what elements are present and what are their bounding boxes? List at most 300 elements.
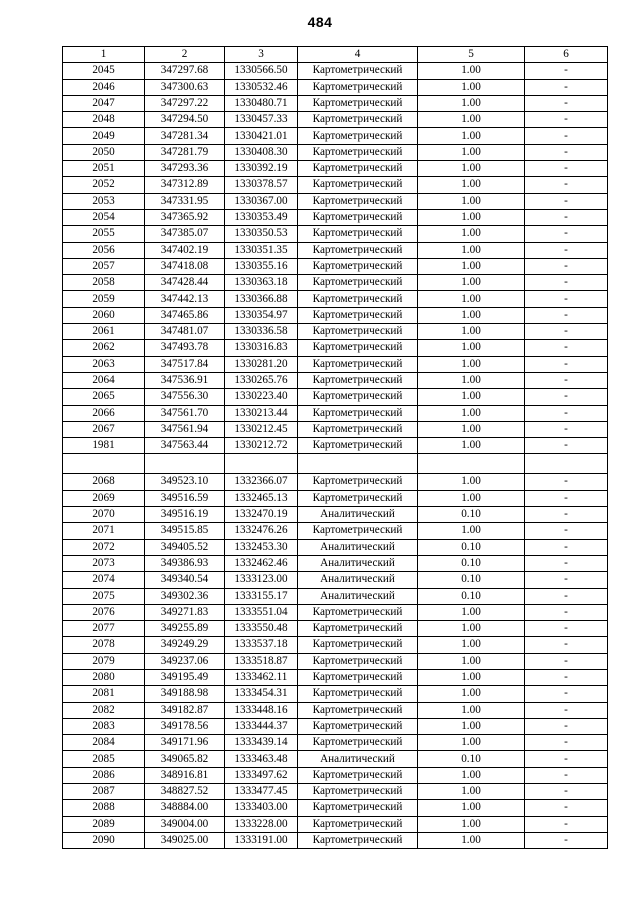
- table-cell: 349188.98: [145, 686, 225, 702]
- table-cell: 1330212.72: [225, 438, 298, 454]
- table-cell: 1333228.00: [225, 816, 298, 832]
- table-cell: 2078: [63, 637, 145, 653]
- table-cell: -: [525, 816, 608, 832]
- table-cell: -: [525, 307, 608, 323]
- table-cell: 1330265.76: [225, 372, 298, 388]
- table-cell: 1.00: [418, 209, 525, 225]
- table-cell: 1332366.07: [225, 474, 298, 490]
- table-cell: 1.00: [418, 177, 525, 193]
- table-cell: Картометрический: [298, 702, 418, 718]
- table-cell: Картометрический: [298, 144, 418, 160]
- table-cell: Аналитический: [298, 555, 418, 571]
- table-cell: 2049: [63, 128, 145, 144]
- table-header-row: [63, 47, 608, 63]
- table-cell: 1.00: [418, 242, 525, 258]
- table-cell: Картометрический: [298, 209, 418, 225]
- table-cell: 1.00: [418, 79, 525, 95]
- table-cell: Картометрический: [298, 389, 418, 405]
- table-cell: 1.00: [418, 621, 525, 637]
- table-cell: 2075: [63, 588, 145, 604]
- table-cell: 2064: [63, 372, 145, 388]
- table-row: [63, 686, 608, 702]
- table-cell: 1330355.16: [225, 258, 298, 274]
- table-cell: Картометрический: [298, 258, 418, 274]
- table-cell: 349515.85: [145, 523, 225, 539]
- table-cell: -: [525, 95, 608, 111]
- table-cell: 349195.49: [145, 669, 225, 685]
- table-cell: -: [525, 389, 608, 405]
- table-cell: 2055: [63, 226, 145, 242]
- table-row: [63, 226, 608, 242]
- table-cell: 2073: [63, 555, 145, 571]
- table-cell: -: [525, 438, 608, 454]
- table-cell: Картометрический: [298, 816, 418, 832]
- table-cell: 2087: [63, 784, 145, 800]
- table-cell: Картометрический: [298, 242, 418, 258]
- table-cell: 1.00: [418, 718, 525, 734]
- table-cell: -: [525, 372, 608, 388]
- table-cell: 1333462.11: [225, 669, 298, 685]
- table-cell: 347402.19: [145, 242, 225, 258]
- table-cell: 347561.94: [145, 421, 225, 437]
- table-cell: 2045: [63, 63, 145, 79]
- table-row: [63, 63, 608, 79]
- table-cell: 1330281.20: [225, 356, 298, 372]
- table-cell: Картометрический: [298, 226, 418, 242]
- table-cell: 1.00: [418, 258, 525, 274]
- table-cell: -: [525, 686, 608, 702]
- table-cell: 349065.82: [145, 751, 225, 767]
- table-cell: Аналитический: [298, 751, 418, 767]
- table-cell: 1330366.88: [225, 291, 298, 307]
- table-cell: 2060: [63, 307, 145, 323]
- table-cell: -: [525, 258, 608, 274]
- table-cell: -: [525, 523, 608, 539]
- table-cell: -: [525, 340, 608, 356]
- column-header: 2: [145, 47, 225, 63]
- table-cell: 2082: [63, 702, 145, 718]
- table-cell: 1.00: [418, 686, 525, 702]
- table-cell: 2067: [63, 421, 145, 437]
- table-cell: 1.00: [418, 291, 525, 307]
- column-header: 4: [298, 47, 418, 63]
- table-cell: Картометрический: [298, 832, 418, 848]
- table-cell: 349516.19: [145, 507, 225, 523]
- column-header: 1: [63, 47, 145, 63]
- table-cell: 347442.13: [145, 291, 225, 307]
- table-row: [63, 405, 608, 421]
- table-cell: 1330367.00: [225, 193, 298, 209]
- table-cell: Картометрический: [298, 79, 418, 95]
- table-cell: 2056: [63, 242, 145, 258]
- table-cell: [63, 454, 145, 474]
- column-header: 3: [225, 47, 298, 63]
- table-cell: 347365.92: [145, 209, 225, 225]
- table-cell: 1330480.71: [225, 95, 298, 111]
- table-cell: -: [525, 800, 608, 816]
- table-cell: 1.00: [418, 784, 525, 800]
- table-cell: 0.10: [418, 588, 525, 604]
- table-row: [63, 95, 608, 111]
- table-cell: 2051: [63, 161, 145, 177]
- table-cell: Картометрический: [298, 800, 418, 816]
- table-cell: -: [525, 832, 608, 848]
- table-cell: 1.00: [418, 63, 525, 79]
- table-row: [63, 421, 608, 437]
- table-cell: 2090: [63, 832, 145, 848]
- table-cell: Картометрический: [298, 735, 418, 751]
- table-cell: 2059: [63, 291, 145, 307]
- table-cell: -: [525, 490, 608, 506]
- coordinates-table: [62, 46, 608, 849]
- table-row: [63, 604, 608, 620]
- table-cell: 1981: [63, 438, 145, 454]
- table-cell: 1.00: [418, 669, 525, 685]
- table-cell: -: [525, 637, 608, 653]
- table-body: [63, 63, 608, 849]
- table-cell: 1.00: [418, 637, 525, 653]
- table-cell: 1330457.33: [225, 112, 298, 128]
- table-cell: 1.00: [418, 405, 525, 421]
- table-row: [63, 718, 608, 734]
- table-cell: 1.00: [418, 372, 525, 388]
- table-cell: 1.00: [418, 128, 525, 144]
- table-cell: Картометрический: [298, 372, 418, 388]
- table-cell: 347517.84: [145, 356, 225, 372]
- table-row: [63, 653, 608, 669]
- table-row: [63, 474, 608, 490]
- table-cell: -: [525, 177, 608, 193]
- table-cell: 1330408.30: [225, 144, 298, 160]
- table-cell: 349249.29: [145, 637, 225, 653]
- table-cell: Картометрический: [298, 112, 418, 128]
- table-row: [63, 275, 608, 291]
- table-cell: 2086: [63, 767, 145, 783]
- table-cell: -: [525, 507, 608, 523]
- table-row: [63, 372, 608, 388]
- table-cell: 1333403.00: [225, 800, 298, 816]
- table-cell: 349025.00: [145, 832, 225, 848]
- table-cell: Картометрический: [298, 421, 418, 437]
- table-cell: -: [525, 209, 608, 225]
- table-cell: 347493.78: [145, 340, 225, 356]
- table-cell: 1.00: [418, 307, 525, 323]
- table-row: [63, 291, 608, 307]
- table-cell: 2066: [63, 405, 145, 421]
- table-cell: -: [525, 555, 608, 571]
- table-cell: 1330351.35: [225, 242, 298, 258]
- table-row: [63, 816, 608, 832]
- table-cell: Картометрический: [298, 523, 418, 539]
- table-cell: Картометрический: [298, 177, 418, 193]
- table-cell: 1333537.18: [225, 637, 298, 653]
- table-cell: 1.00: [418, 523, 525, 539]
- table-cell: 1.00: [418, 490, 525, 506]
- table-row: [63, 523, 608, 539]
- table-row: [63, 621, 608, 637]
- table-cell: 349340.54: [145, 572, 225, 588]
- table-cell: 2047: [63, 95, 145, 111]
- table-cell: 2058: [63, 275, 145, 291]
- table-cell: 1.00: [418, 735, 525, 751]
- table-cell: 349386.93: [145, 555, 225, 571]
- table-cell: [225, 454, 298, 474]
- table-cell: Картометрический: [298, 621, 418, 637]
- table-cell: 347481.07: [145, 324, 225, 340]
- table-cell: Картометрический: [298, 356, 418, 372]
- table-cell: Аналитический: [298, 539, 418, 555]
- table-row: [63, 258, 608, 274]
- table-cell: 1330532.46: [225, 79, 298, 95]
- table-cell: 1.00: [418, 275, 525, 291]
- table-cell: Картометрический: [298, 275, 418, 291]
- table-cell: 1.00: [418, 340, 525, 356]
- table-cell: 1333448.16: [225, 702, 298, 718]
- table-row: [63, 128, 608, 144]
- table-cell: Картометрический: [298, 95, 418, 111]
- table-cell: 1330350.53: [225, 226, 298, 242]
- table-cell: -: [525, 718, 608, 734]
- table-cell: -: [525, 604, 608, 620]
- table-cell: Картометрический: [298, 474, 418, 490]
- table-cell: 2069: [63, 490, 145, 506]
- table-row: [63, 637, 608, 653]
- table-cell: 347556.30: [145, 389, 225, 405]
- table-row: [63, 490, 608, 506]
- table-row: [63, 177, 608, 193]
- table-cell: 2070: [63, 507, 145, 523]
- table-cell: 2068: [63, 474, 145, 490]
- table-cell: -: [525, 767, 608, 783]
- table-cell: -: [525, 144, 608, 160]
- table-cell: 1333439.14: [225, 735, 298, 751]
- table-row: [63, 507, 608, 523]
- table-cell: 1.00: [418, 438, 525, 454]
- table-row: [63, 800, 608, 816]
- table-cell: 347294.50: [145, 112, 225, 128]
- table-cell: 2085: [63, 751, 145, 767]
- table-row: [63, 832, 608, 848]
- table-cell: Картометрический: [298, 490, 418, 506]
- table-cell: 1332453.30: [225, 539, 298, 555]
- table-cell: -: [525, 735, 608, 751]
- table-cell: -: [525, 751, 608, 767]
- table-cell: 347385.07: [145, 226, 225, 242]
- table-cell: 1330392.19: [225, 161, 298, 177]
- table-row: [63, 324, 608, 340]
- table-row: [63, 767, 608, 783]
- table-cell: 2057: [63, 258, 145, 274]
- table-cell: 1330566.50: [225, 63, 298, 79]
- table-cell: [418, 454, 525, 474]
- table-cell: 2048: [63, 112, 145, 128]
- table-cell: 1333123.00: [225, 572, 298, 588]
- table-cell: 1.00: [418, 161, 525, 177]
- table-cell: 2077: [63, 621, 145, 637]
- table-cell: 1.00: [418, 702, 525, 718]
- table-cell: Картометрический: [298, 193, 418, 209]
- table-cell: 1333550.48: [225, 621, 298, 637]
- table-cell: Картометрический: [298, 161, 418, 177]
- table-cell: -: [525, 291, 608, 307]
- table-cell: -: [525, 356, 608, 372]
- table-cell: Картометрический: [298, 686, 418, 702]
- table-row: [63, 572, 608, 588]
- table-cell: 2076: [63, 604, 145, 620]
- table-row: [63, 735, 608, 751]
- table-cell: 1.00: [418, 474, 525, 490]
- table-cell: 349237.06: [145, 653, 225, 669]
- table-cell: Картометрический: [298, 291, 418, 307]
- table-row: [63, 588, 608, 604]
- table-cell: 1.00: [418, 816, 525, 832]
- table-cell: 349516.59: [145, 490, 225, 506]
- table-cell: 1.00: [418, 193, 525, 209]
- table-cell: -: [525, 588, 608, 604]
- table-cell: 1332470.19: [225, 507, 298, 523]
- table-cell: -: [525, 539, 608, 555]
- table-cell: -: [525, 161, 608, 177]
- table-cell: 1332462.46: [225, 555, 298, 571]
- table-cell: 348916.81: [145, 767, 225, 783]
- table-cell: 2083: [63, 718, 145, 734]
- table-row: [63, 112, 608, 128]
- table-cell: 2071: [63, 523, 145, 539]
- table-cell: Аналитический: [298, 507, 418, 523]
- table-cell: 349523.10: [145, 474, 225, 490]
- table-cell: 1330213.44: [225, 405, 298, 421]
- table-row: [63, 242, 608, 258]
- table-row: [63, 389, 608, 405]
- table-cell: 0.10: [418, 507, 525, 523]
- table-cell: 0.10: [418, 555, 525, 571]
- table-cell: 1333463.48: [225, 751, 298, 767]
- table-row: [63, 307, 608, 323]
- table-cell: 2065: [63, 389, 145, 405]
- table-cell: 1330421.01: [225, 128, 298, 144]
- table-cell: 1.00: [418, 112, 525, 128]
- table-cell: -: [525, 621, 608, 637]
- table-cell: 0.10: [418, 751, 525, 767]
- table-cell: 2054: [63, 209, 145, 225]
- table-row: [63, 209, 608, 225]
- table-cell: 347297.22: [145, 95, 225, 111]
- table-cell: 1330354.97: [225, 307, 298, 323]
- table-cell: -: [525, 421, 608, 437]
- table-cell: 2046: [63, 79, 145, 95]
- table-cell: 1333518.87: [225, 653, 298, 669]
- table-cell: 2080: [63, 669, 145, 685]
- table-cell: 2079: [63, 653, 145, 669]
- table-cell: 347536.91: [145, 372, 225, 388]
- table-cell: 1330363.18: [225, 275, 298, 291]
- table-cell: -: [525, 669, 608, 685]
- table-cell: 347300.63: [145, 79, 225, 95]
- table-cell: 349182.87: [145, 702, 225, 718]
- table-cell: 347281.79: [145, 144, 225, 160]
- table-cell: 347281.34: [145, 128, 225, 144]
- table-cell: 0.10: [418, 572, 525, 588]
- table-cell: -: [525, 405, 608, 421]
- table-cell: Аналитический: [298, 588, 418, 604]
- table-cell: -: [525, 128, 608, 144]
- table-cell: 1330223.40: [225, 389, 298, 405]
- table-cell: 1.00: [418, 226, 525, 242]
- table-cell: -: [525, 193, 608, 209]
- table-cell: 2074: [63, 572, 145, 588]
- table-cell: 347312.89: [145, 177, 225, 193]
- table-cell: 1333454.31: [225, 686, 298, 702]
- table-row: [63, 454, 608, 474]
- table-row: [63, 340, 608, 356]
- table-cell: 2084: [63, 735, 145, 751]
- table-cell: 349171.96: [145, 735, 225, 751]
- table-cell: Аналитический: [298, 572, 418, 588]
- table-cell: 1333444.37: [225, 718, 298, 734]
- table-cell: -: [525, 242, 608, 258]
- table-cell: Картометрический: [298, 340, 418, 356]
- table-cell: Картометрический: [298, 128, 418, 144]
- table-cell: 1330336.58: [225, 324, 298, 340]
- table-cell: 347418.08: [145, 258, 225, 274]
- table-cell: Картометрический: [298, 307, 418, 323]
- table-cell: 1.00: [418, 356, 525, 372]
- table-cell: 1.00: [418, 767, 525, 783]
- table-cell: -: [525, 79, 608, 95]
- table-cell: 1.00: [418, 389, 525, 405]
- table-cell: 1.00: [418, 421, 525, 437]
- table-cell: 349405.52: [145, 539, 225, 555]
- table-cell: 2050: [63, 144, 145, 160]
- table-cell: Картометрический: [298, 718, 418, 734]
- table-cell: 1.00: [418, 95, 525, 111]
- table-cell: Картометрический: [298, 63, 418, 79]
- table-row: [63, 144, 608, 160]
- table-cell: 1333477.45: [225, 784, 298, 800]
- table-cell: 347293.36: [145, 161, 225, 177]
- table-cell: Картометрический: [298, 653, 418, 669]
- table-cell: 1.00: [418, 324, 525, 340]
- table-cell: 1330316.83: [225, 340, 298, 356]
- table-cell: 1332465.13: [225, 490, 298, 506]
- table-cell: 347465.86: [145, 307, 225, 323]
- table-cell: Картометрический: [298, 784, 418, 800]
- table-cell: 1.00: [418, 144, 525, 160]
- table-cell: 1.00: [418, 832, 525, 848]
- table-cell: 0.10: [418, 539, 525, 555]
- table-cell: 1332476.26: [225, 523, 298, 539]
- table-cell: 2062: [63, 340, 145, 356]
- table-cell: [298, 454, 418, 474]
- table-cell: [525, 454, 608, 474]
- table-cell: 1330212.45: [225, 421, 298, 437]
- table-cell: -: [525, 784, 608, 800]
- table-cell: 2072: [63, 539, 145, 555]
- table-cell: 349178.56: [145, 718, 225, 734]
- column-header: 5: [418, 47, 525, 63]
- table-cell: -: [525, 63, 608, 79]
- table-cell: 347331.95: [145, 193, 225, 209]
- table-cell: -: [525, 275, 608, 291]
- table-cell: Картометрический: [298, 637, 418, 653]
- table-row: [63, 438, 608, 454]
- table-cell: 2081: [63, 686, 145, 702]
- table-row: [63, 79, 608, 95]
- table-row: [63, 669, 608, 685]
- table-cell: 1.00: [418, 800, 525, 816]
- table-cell: 1333551.04: [225, 604, 298, 620]
- table-cell: -: [525, 702, 608, 718]
